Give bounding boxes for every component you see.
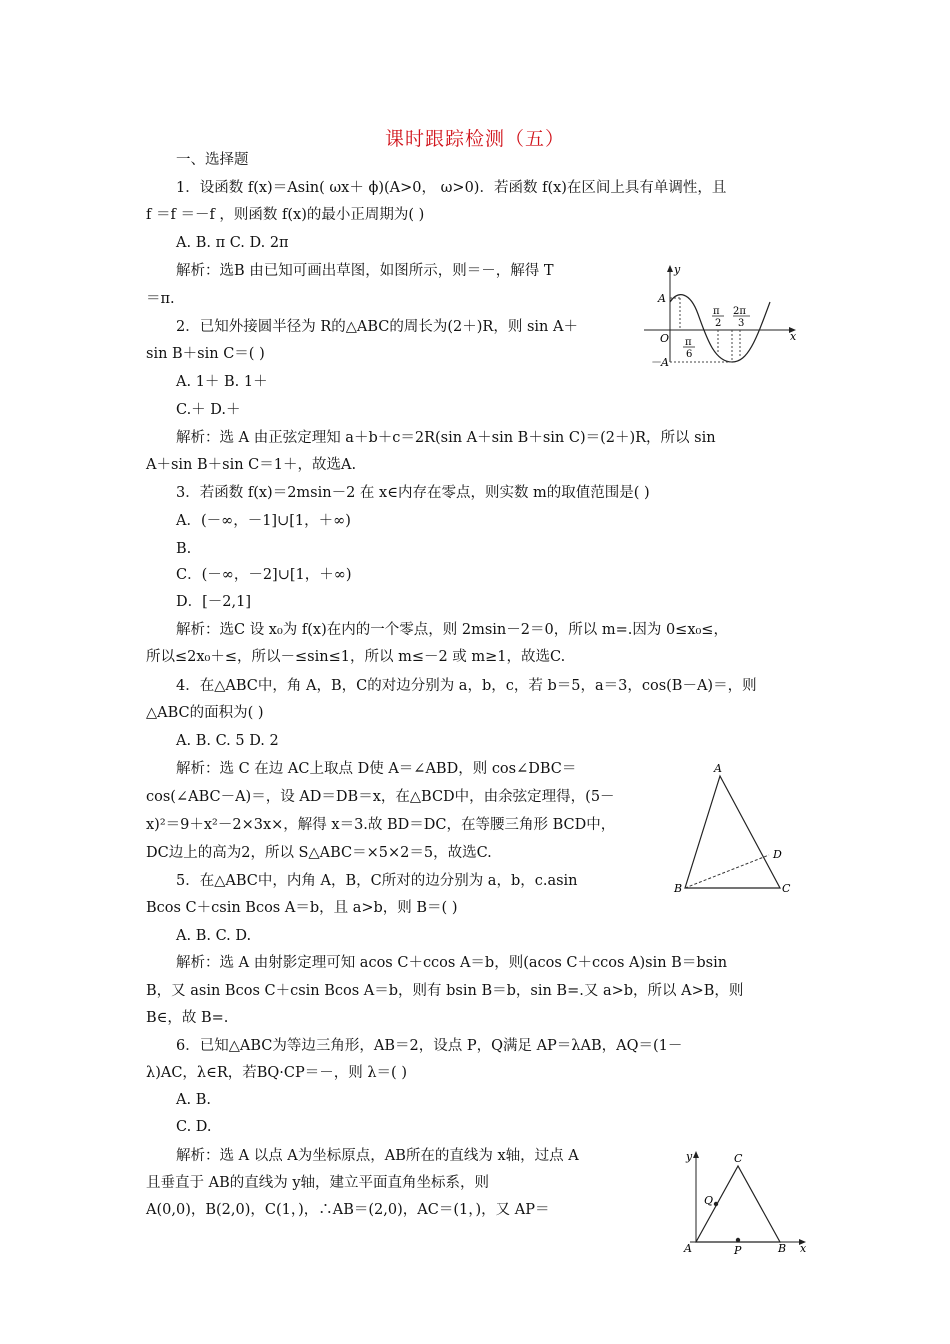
tick-2pi-3-den: 3 [738,318,745,329]
text-line: f ＝f ＝－f ，则函数 f(x)的最小正周期为( ) [146,207,425,223]
vertex-b: B [778,1242,787,1255]
text-line: △ABC的面积为( ) [146,705,264,721]
text-line: 解析：选 C 在边 AC上取点 D使 A＝∠ABD，则 cos∠DBC＝ [176,761,577,777]
text-line: A(0,0)，B(2,0)，C(1，)，∴AB＝(2,0)，AC＝(1，)，又 AP＝ [146,1202,550,1218]
text-line: 6．已知△ABC为等边三角形，AB＝2，设点 P，Q满足 AP＝λAB，AQ＝(1－ [176,1038,683,1054]
y-axis-arrow [667,265,673,272]
tick-pi-2-num: π [713,306,720,317]
text-line: C.＋ D.＋ [176,402,241,418]
segment-bd [685,855,769,888]
section-heading: 一、选择题 [176,152,249,168]
x-label: x [800,1242,807,1255]
amp-label: A [658,292,666,305]
text-line: A. 1＋ B. 1＋ [176,374,268,390]
text-line: A. B. C. 5 D. 2 [176,733,279,749]
text-line: B，又 asin Bcos C＋csin Bcos A＝b，则有 bsin B＝b，sin B=.又 a>b，所以 A>B，则 [146,983,744,999]
text-line: 2．已知外接圆半径为 R的△ABC的周长为(2＋)R，则 sin A＋ [176,319,578,335]
text-line: A．(－∞，－1]∪[1，＋∞) [176,513,351,529]
text-line: λ)AC，λ∈R，若BQ·CP＝－，则 λ＝( ) [146,1065,407,1081]
y-label: y [686,1150,693,1163]
text-line: 解析：选C 设 x₀为 f(x)在内的一个零点，则 2msin－2＝0，所以 m=.因为 0≤x₀≤， [176,622,728,638]
page-title: 课时跟踪检测（五） [384,128,565,150]
text-line: 解析：选 A 由正弦定理知 a＋b＋c＝2R(sin A＋sin B＋sin C)＝(2＋)R，所以 sin [176,430,716,446]
text-line: A. B. [176,1092,211,1108]
text-line: B. [176,541,192,557]
tick-2pi-3-num: 2π [733,306,746,317]
tick-pi-6-num: π [685,337,692,348]
vertex-c: C [782,882,791,895]
text-line: x)²＝9＋x²－2×3x×，解得 x＝3.故 BD＝DC，在等腰三角形 BCD中， [146,817,616,833]
point-q: Q [704,1194,714,1207]
text-line: A. B. C. D. [176,928,252,944]
tick-pi-2-den: 2 [715,318,722,329]
text-line: ＝π. [146,291,175,307]
triangle-abd-figure [670,762,800,898]
text-line: 4．在△ABC中，角 A，B，C的对边分别为 a，b，c，若 b＝5，a＝3，cos(B－A)＝，则 [176,678,757,694]
point-q-dot [714,1202,718,1206]
point-d: D [773,848,782,861]
text-line: C. D. [176,1119,212,1135]
point-p-dot [736,1238,740,1242]
triangle-abc [685,776,780,888]
y-label: y [674,263,681,276]
text-line: 3．若函数 f(x)＝2msin－2 在 x∈内存在零点，则实数 m的取值范围是( ) [176,485,650,501]
text-line: cos(∠ABC－A)＝，设 AD＝DB＝x，在△BCD中，由余弦定理得，(5－ [146,789,615,805]
text-line: Bcos C＋csin Bcos A＝b，且 a>b，则 B＝( ) [146,900,458,916]
text-line: B∈，故 B=. [146,1010,229,1026]
text-line: 1．设函数 f(x)＝Asin( ωx＋ ϕ)(A>0， ω>0)．若函数 f(x)在区间上具有单调性，且 [176,180,727,196]
text-line: DC边上的高为2，所以 S△ABC＝×5×2＝5，故选C. [146,845,492,861]
text-line: C．(－∞，－2]∪[1，＋∞) [176,567,352,583]
text-line: 所以≤2x₀＋≤，所以－≤sin≤1，所以 m≤－2 或 m≥1，故选C. [146,649,566,665]
tick-pi-6-den: 6 [686,349,693,360]
text-line: A＋sin B＋sin C＝1＋，故选A. [146,457,357,473]
text-line: D．[－2,1] [176,594,251,610]
point-p: P [734,1244,742,1256]
vertex-a: A [714,762,722,775]
text-line: sin B＋sin C＝( ) [146,346,265,362]
text-line: A. B. π C. D. 2π [176,235,289,251]
x-label: x [790,330,797,343]
origin-label: O [660,332,670,345]
text-line: 且垂直于 AB的直线为 y轴，建立平面直角坐标系，则 [146,1175,490,1191]
text-line: 解析：选 A 由射影定理可知 acos C＋ccos A＝b，则(acos C＋ccos A)sin B＝bsin [176,955,728,971]
sine-graph-figure [640,262,800,374]
vertex-a: A [684,1242,692,1255]
y-axis-arrow [693,1151,699,1158]
text-line: 解析：选B 由已知可画出草图，如图所示，则＝－，解得 T [176,263,554,279]
vertex-b: B [674,882,683,895]
vertex-c: C [734,1152,743,1165]
text-line: 解析：选 A 以点 A为坐标原点，AB所在的直线为 x轴，过点 A [176,1148,579,1164]
text-line: 5．在△ABC中，内角 A，B，C所对的边分别为 a，b，c.asin [176,873,578,889]
coordinate-triangle-figure [676,1148,810,1256]
neg-amp-label: －A [650,356,669,369]
